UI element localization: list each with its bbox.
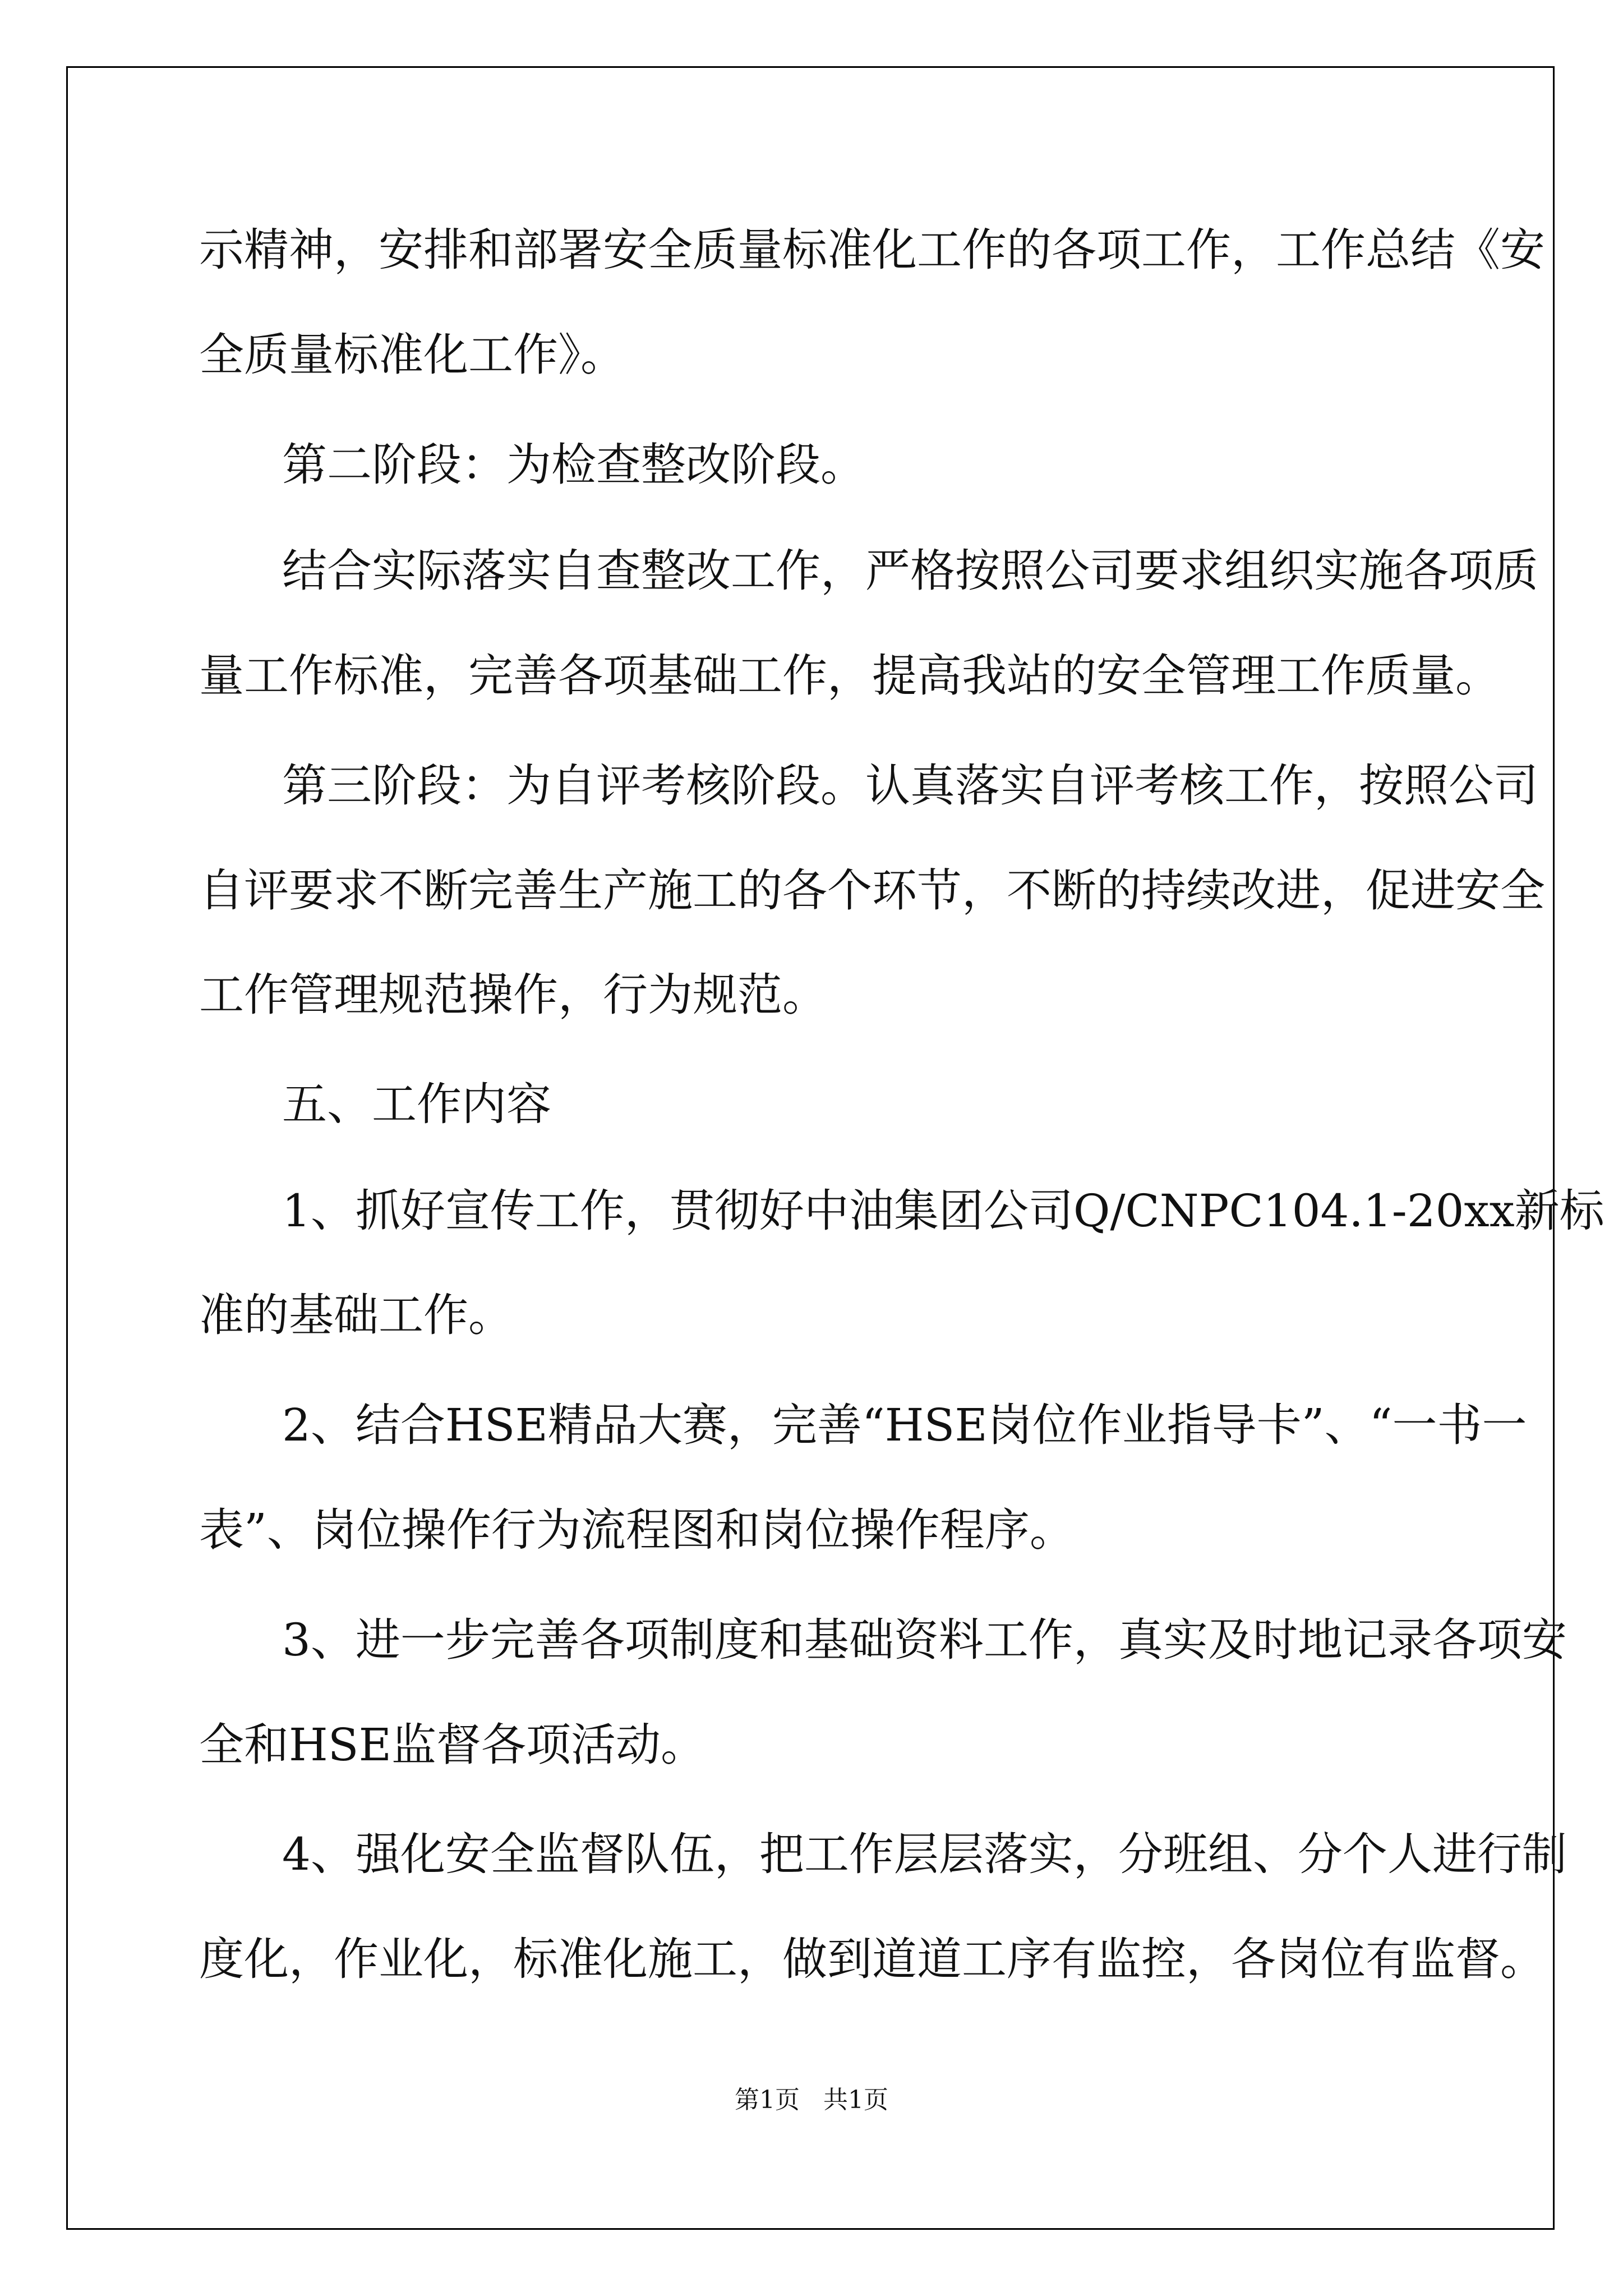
body-line: 4、强化安全监督队伍，把工作层层落实，分班组、分个人进行制 <box>282 1828 1567 1880</box>
body-line: 结合实际落实自查整改工作，严格按照公司要求组织实施各项质 <box>282 545 1538 597</box>
body-line: 2、结合HSE精品大赛，完善“HSE岗位作业指导卡”、“一书一 <box>282 1399 1527 1451</box>
body-line: 示精神，安排和部署安全质量标准化工作的各项工作，工作总结《安 <box>199 224 1545 276</box>
body-line: 量工作标准，完善各项基础工作，提高我站的安全管理工作质量。 <box>199 650 1500 702</box>
body-line: 表”、岗位操作行为流程图和岗位操作程序。 <box>199 1504 1075 1556</box>
body-line: 第三阶段：为自评考核阶段。认真落实自评考核工作，按照公司 <box>282 760 1538 812</box>
body-line: 工作管理规范操作，行为规范。 <box>199 969 827 1021</box>
section-heading: 五、工作内容 <box>282 1078 551 1130</box>
section-heading: 第二阶段：为检查整改阶段。 <box>282 439 865 491</box>
body-line: 全和HSE监督各项活动。 <box>199 1719 706 1771</box>
body-line: 3、进一步完善各项制度和基础资料工作，真实及时地记录各项安 <box>282 1614 1567 1666</box>
body-line: 全质量标准化工作》。 <box>199 329 625 381</box>
body-line: 1、抓好宣传工作，贯彻好中油集团公司Q/CNPC104.1-20xx新标 <box>282 1185 1604 1237</box>
body-line: 度化，作业化，标准化施工，做到道道工序有监控，各岗位有监督。 <box>199 1933 1545 1985</box>
page-border <box>66 66 1604 2230</box>
body-line: 准的基础工作。 <box>199 1289 513 1341</box>
page-number: 第1页 共1页 <box>735 2086 888 2114</box>
body-line: 自评要求不断完善生产施工的各个环节，不断的持续改进，促进安全 <box>199 864 1545 917</box>
